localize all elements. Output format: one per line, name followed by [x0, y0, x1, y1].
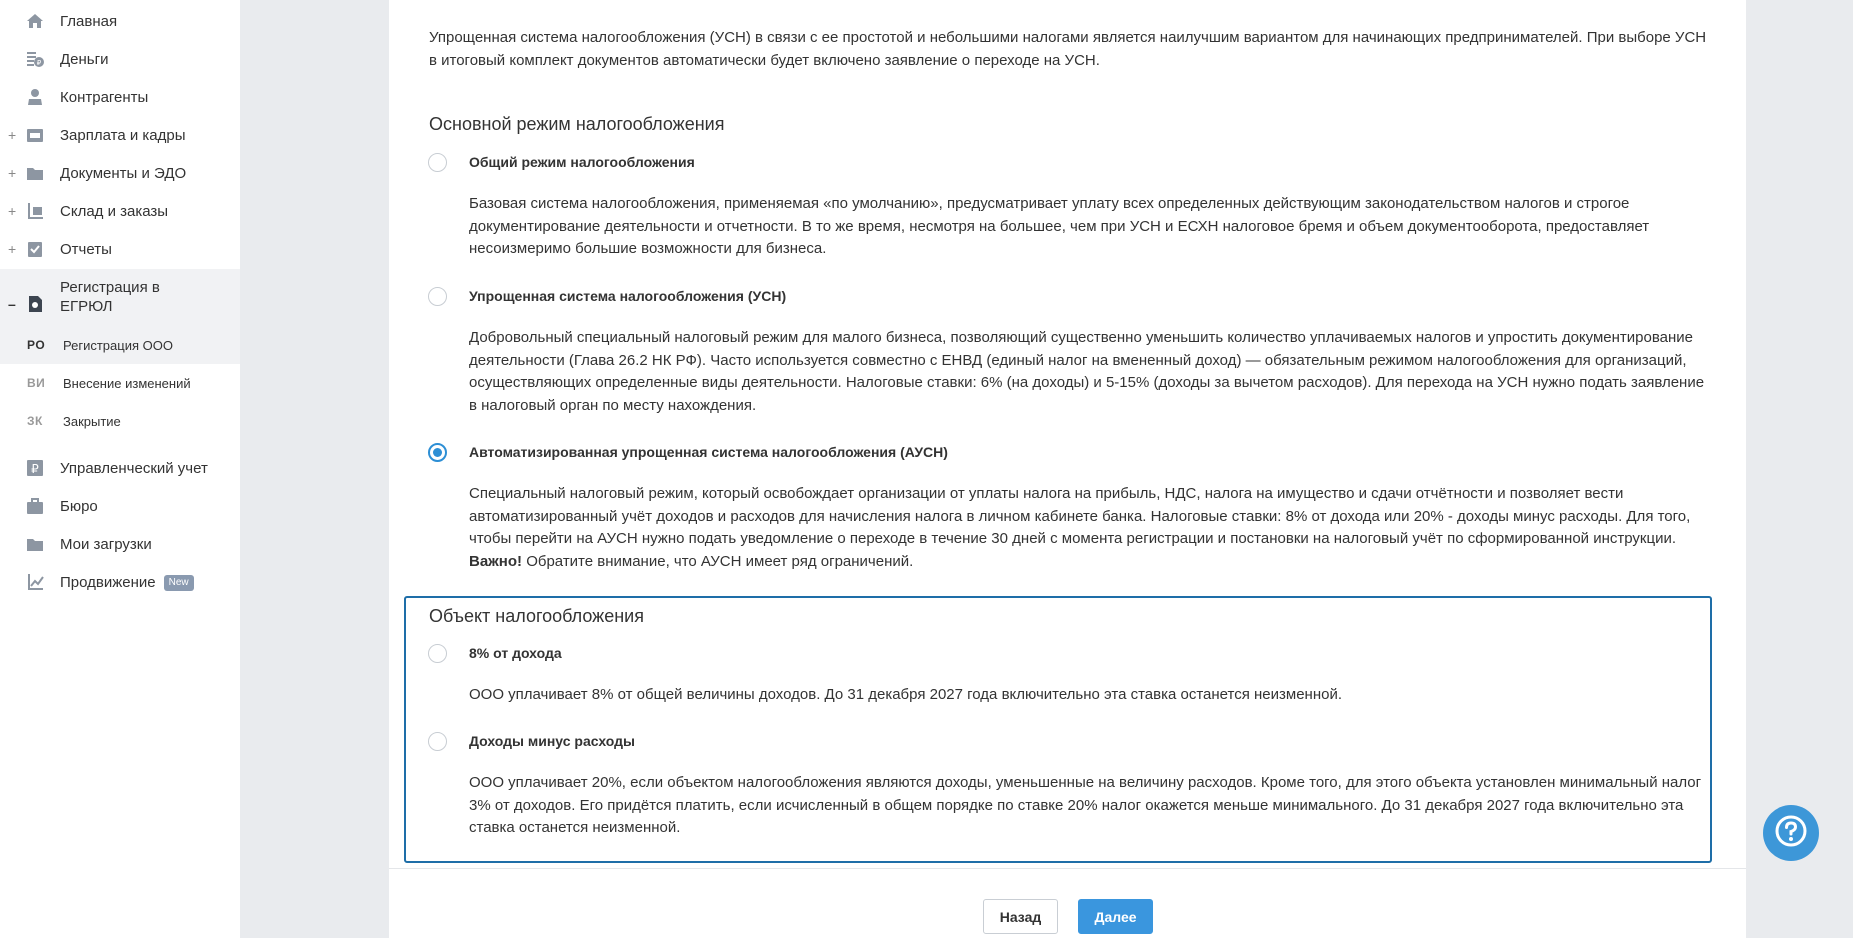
option-title-usn: Упрощенная система налогообложения (УСН): [469, 288, 787, 304]
bureau-icon: [25, 496, 45, 516]
sidebar-item-label: Главная: [60, 12, 118, 30]
object-section-title: Объект налогообложения: [429, 606, 644, 626]
svg-text:₽: ₽: [36, 59, 42, 67]
home-icon: [25, 11, 45, 31]
usn-intro-text: Упрощенная система налогообложения (УСН) в связи с ее простотой и небольшими налогами является наилучшим вариантом для начинающих предпринимателей. При выборе УСН в итоговый комплект документов автоматически будет включено заявление о переходе на УСН.: [429, 29, 1707, 69]
back-button[interactable]: Назад: [983, 899, 1058, 934]
promotion-icon: [25, 572, 45, 592]
help-icon: [1774, 814, 1808, 853]
sidebar-item-label: Управленческий учет: [60, 459, 208, 477]
sidebar-item-label: Регистрация в ЕГРЮЛ: [60, 279, 160, 315]
sidebar-item-home[interactable]: [0, 10, 240, 32]
warehouse-icon: [25, 201, 45, 221]
downloads-icon: [25, 534, 45, 554]
radio-income-minus-expenses[interactable]: [428, 732, 447, 751]
option-title-general: Общий режим налогообложения: [469, 154, 695, 170]
expand-icon[interactable]: +: [8, 241, 17, 257]
sidebar-item-label: Контрагенты: [60, 88, 149, 106]
sidebar-subitem-changes[interactable]: ВИ Внесение изменений: [27, 375, 191, 391]
registration-icon: [25, 294, 45, 314]
expand-icon[interactable]: +: [8, 165, 17, 181]
expand-icon[interactable]: +: [8, 203, 17, 219]
sidebar-item-warehouse[interactable]: [0, 200, 240, 222]
money-icon: [25, 49, 45, 69]
sidebar-item-salary[interactable]: [0, 124, 240, 146]
sidebar-item-bureau[interactable]: [0, 495, 240, 517]
sidebar-subitem-registration-llc[interactable]: РО Регистрация ООО: [0, 326, 240, 364]
option-desc-general: Базовая система налогообложения, применяемая «по умолчанию», предусматривает уплату всех определенных действующим законодательством налогов и строгое документирование деятельности и отчетности. В то же время, несмотря на большее, чем при УСН и ЕСХН налоговое бремя и объем документооборота, предоставляет несоизмеримо большие возможности для бизнеса.: [469, 195, 1650, 257]
option-title-income-8: 8% от дохода: [469, 645, 562, 661]
important-label: Важно!: [469, 552, 523, 570]
help-button[interactable]: [1763, 805, 1819, 861]
regime-section-title: Основной режим налогообложения: [429, 114, 725, 134]
sidebar-bottom: [0, 606, 240, 938]
sidebar-item-promotion[interactable]: [0, 571, 240, 593]
option-title-ausn: Автоматизированная упрощенная система налогообложения (АУСН): [469, 444, 948, 460]
sidebar-item-label: Документы и ЭДО: [60, 164, 187, 182]
next-button[interactable]: Далее: [1078, 899, 1153, 934]
svg-text:₽: ₽: [31, 462, 39, 476]
sidebar-item-documents[interactable]: [0, 162, 240, 184]
radio-income-8[interactable]: [428, 644, 447, 663]
option-title-income-minus-expenses: Доходы минус расходы: [469, 733, 636, 749]
expand-icon[interactable]: +: [8, 127, 17, 143]
documents-icon: [25, 163, 45, 183]
radio-usn[interactable]: [428, 287, 447, 306]
sidebar-item-label: Мои загрузки: [60, 535, 152, 553]
sidebar-item-label: Склад и заказы: [60, 202, 169, 220]
sidebar-item-label: Бюро: [60, 497, 98, 515]
sidebar-item-money[interactable]: [0, 48, 240, 70]
sidebar-item-contractors[interactable]: [0, 86, 240, 108]
reports-icon: [25, 239, 45, 259]
sidebar-item-reports[interactable]: [0, 238, 240, 260]
sidebar-item-downloads[interactable]: [0, 533, 240, 555]
sidebar-item-management-accounting[interactable]: [0, 457, 240, 479]
sidebar-item-label: Отчеты: [60, 240, 112, 258]
option-desc-income-8: ООО уплачивает 8% от общей величины доходов. До 31 декабря 2027 года включительно эта ставка останется неизменной.: [469, 686, 1342, 703]
option-desc-income-minus-expenses: ООО уплачивает 20%, если объектом налогообложения являются доходы, уменьшенные на величину расходов. Кроме того, для этого объекта установлен минимальный налог 3% от доходов. Его придётся платить, если исчисленный в общем порядке по ставке 20% налог окажется меньше минимального. До 31 декабря 2027 года включительно эта ставка останется неизменной.: [469, 774, 1702, 836]
footer-divider: [389, 868, 1746, 869]
sidebar-item-label: Деньги: [60, 50, 109, 68]
option-desc-ausn: Специальный налоговый режим, который освобождает организации от уплаты налога на прибыль, НДС, налога на имущество и сдачи отчётности и позволяет вести автоматизированный учёт доходов и расходов для начисления налога в личном кабинете банка. Налоговые ставки: 8% от дохода или 20% - доходы минус расходы. Для того, чтобы перейти на АУСН нужно подать уведомление о переходе в течение 30 дней с момента регистрации и постановки на налоговый учёт по сформированной инструкции. Важно! Обратите внимание, что АУСН имеет ряд ограничений.: [469, 485, 1691, 570]
sidebar: [0, 0, 240, 606]
option-desc-usn: Добровольный специальный налоговый режим для малого бизнеса, позволяющий существенно уменьшить количество уплачиваемых налогов и упростить документирование деятельности (Глава 26.2 НК РФ). Часто используется совместно с ЕНВД (единый налог на вмененный доход) — обязательным режимом налогообложения для организаций, осуществляющих определенные виды деятельности. Налоговые ставки: 6% (на доходы) и 5-15% (доходы за вычетом расходов). Для перехода на УСН нужно подать заявление в налоговый орган по месту нахождения.: [469, 329, 1705, 414]
salary-icon: [25, 125, 45, 145]
management-accounting-icon: [25, 458, 45, 478]
radio-ausn[interactable]: [428, 443, 447, 462]
collapse-icon[interactable]: –: [8, 295, 16, 312]
new-badge: New: [164, 575, 194, 591]
sidebar-item-label: Продвижение New: [60, 573, 194, 592]
radio-general-regime[interactable]: [428, 153, 447, 172]
sidebar-subitem-closing[interactable]: ЗК Закрытие: [27, 413, 121, 429]
contractors-icon: [25, 87, 45, 107]
sidebar-item-label: Зарплата и кадры: [60, 126, 186, 144]
